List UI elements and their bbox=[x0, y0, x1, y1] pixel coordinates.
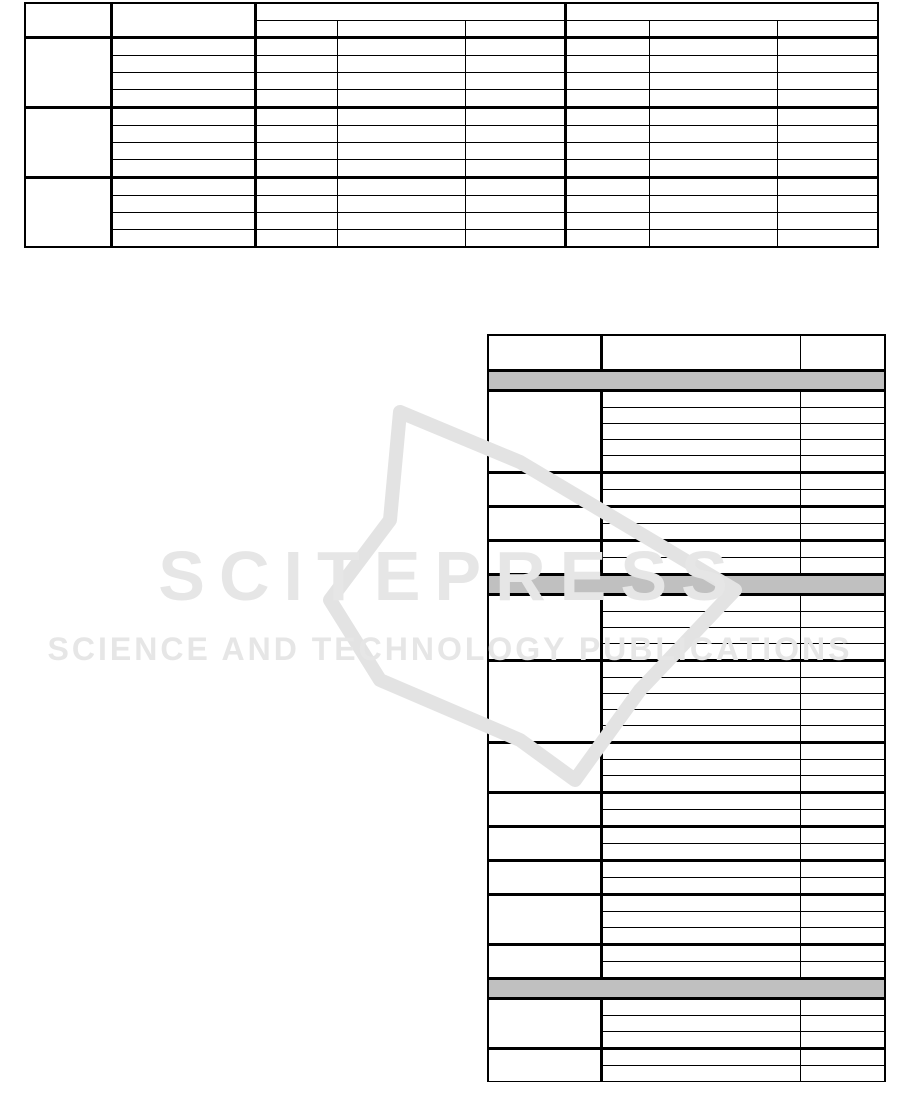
table-cell bbox=[337, 143, 465, 160]
group-label-cell bbox=[25, 108, 111, 178]
section-band bbox=[488, 575, 885, 595]
table-cell bbox=[111, 108, 255, 126]
table-row bbox=[488, 661, 885, 678]
table-cell bbox=[337, 73, 465, 90]
table-cell bbox=[565, 108, 649, 126]
section-row bbox=[488, 575, 885, 595]
table-cell bbox=[565, 160, 649, 178]
table-cell bbox=[601, 524, 800, 541]
table-row bbox=[25, 178, 878, 196]
table-cell bbox=[777, 108, 878, 126]
table-cell bbox=[337, 38, 465, 56]
subheader-cell bbox=[649, 21, 777, 38]
table-cell bbox=[337, 213, 465, 230]
table-row bbox=[488, 827, 885, 844]
table-cell bbox=[601, 391, 800, 408]
table-row bbox=[488, 391, 885, 408]
subheader-cell bbox=[465, 21, 565, 38]
table-cell bbox=[800, 661, 885, 678]
table-cell bbox=[800, 490, 885, 507]
table-cell bbox=[649, 126, 777, 143]
table-cell bbox=[601, 440, 800, 456]
table-cell bbox=[255, 56, 337, 73]
table-cell bbox=[601, 661, 800, 678]
header-cell bbox=[601, 335, 800, 371]
table-cell bbox=[465, 73, 565, 90]
table-cell bbox=[800, 678, 885, 694]
table-cell bbox=[565, 196, 649, 213]
table-cell bbox=[601, 678, 800, 694]
table-cell bbox=[111, 213, 255, 230]
group-label-cell bbox=[488, 999, 601, 1049]
table-cell bbox=[800, 999, 885, 1016]
table-cell bbox=[465, 178, 565, 196]
table-cell bbox=[649, 230, 777, 248]
table-cell bbox=[601, 844, 800, 861]
table-cell bbox=[601, 928, 800, 945]
table-cell bbox=[800, 694, 885, 710]
table-cell bbox=[800, 895, 885, 912]
table-cell bbox=[255, 38, 337, 56]
table-cell bbox=[465, 213, 565, 230]
table-row bbox=[488, 541, 885, 558]
table-cell bbox=[601, 1066, 800, 1082]
table-row bbox=[488, 945, 885, 962]
table-cell bbox=[601, 456, 800, 473]
table-cell bbox=[777, 73, 878, 90]
table-cell bbox=[465, 38, 565, 56]
table-cell bbox=[337, 230, 465, 248]
table-cell bbox=[465, 56, 565, 73]
table-cell bbox=[601, 1032, 800, 1049]
group-label-cell bbox=[488, 861, 601, 895]
table-cell bbox=[565, 90, 649, 108]
table-cell bbox=[800, 1066, 885, 1082]
table-cell bbox=[800, 793, 885, 810]
table-cell bbox=[601, 878, 800, 895]
table-cell bbox=[601, 743, 800, 760]
table-cell bbox=[111, 90, 255, 108]
table-cell bbox=[800, 424, 885, 440]
table-cell bbox=[649, 160, 777, 178]
group-label-cell bbox=[25, 178, 111, 248]
table-cell bbox=[601, 694, 800, 710]
subheader-cell bbox=[777, 21, 878, 38]
top-results-table bbox=[24, 2, 879, 248]
table-cell bbox=[601, 1016, 800, 1032]
table-cell bbox=[255, 160, 337, 178]
table-cell bbox=[777, 230, 878, 248]
table-cell bbox=[800, 1016, 885, 1032]
table-cell bbox=[601, 424, 800, 440]
table-cell bbox=[465, 126, 565, 143]
table-row bbox=[25, 196, 878, 213]
table-cell bbox=[601, 408, 800, 424]
subheader-cell bbox=[337, 21, 465, 38]
table-cell bbox=[800, 912, 885, 928]
table-row bbox=[25, 73, 878, 90]
table-cell bbox=[777, 143, 878, 160]
table-row bbox=[488, 999, 885, 1016]
table-row bbox=[488, 473, 885, 490]
group-label-cell bbox=[488, 1049, 601, 1082]
group-label-cell bbox=[488, 507, 601, 541]
table-cell bbox=[111, 56, 255, 73]
table-cell bbox=[601, 558, 800, 575]
table-cell bbox=[111, 126, 255, 143]
group-label-cell bbox=[488, 895, 601, 945]
group-label-cell bbox=[488, 391, 601, 473]
table-row bbox=[25, 143, 878, 160]
table-cell bbox=[800, 612, 885, 628]
table-cell bbox=[465, 143, 565, 160]
table-cell bbox=[800, 595, 885, 612]
table-cell bbox=[601, 710, 800, 726]
table-cell bbox=[565, 126, 649, 143]
table-cell bbox=[111, 230, 255, 248]
table-cell bbox=[565, 143, 649, 160]
watermark-subtitle: SCIENCE AND TECHNOLOGY PUBLICATIONS bbox=[47, 631, 853, 667]
table-cell bbox=[255, 73, 337, 90]
table-row bbox=[25, 126, 878, 143]
table-cell bbox=[601, 962, 800, 979]
table-cell bbox=[111, 196, 255, 213]
table-cell bbox=[800, 861, 885, 878]
table-row bbox=[25, 230, 878, 248]
table-cell bbox=[601, 595, 800, 612]
table-header-row bbox=[25, 3, 878, 21]
table-cell bbox=[601, 612, 800, 628]
table-cell bbox=[337, 196, 465, 213]
table-cell bbox=[111, 178, 255, 196]
table-row bbox=[488, 507, 885, 524]
table-cell bbox=[255, 178, 337, 196]
section-band bbox=[488, 371, 885, 391]
table-cell bbox=[255, 196, 337, 213]
table-cell bbox=[111, 160, 255, 178]
table-row bbox=[25, 213, 878, 230]
table-cell bbox=[337, 56, 465, 73]
table-cell bbox=[777, 196, 878, 213]
group-label-cell bbox=[488, 541, 601, 575]
table-cell bbox=[601, 726, 800, 743]
table-cell bbox=[601, 861, 800, 878]
table-cell bbox=[565, 178, 649, 196]
table-cell bbox=[800, 710, 885, 726]
table-cell bbox=[565, 213, 649, 230]
group-label-cell bbox=[488, 793, 601, 827]
table-cell bbox=[337, 90, 465, 108]
table-cell bbox=[465, 230, 565, 248]
table-cell bbox=[800, 408, 885, 424]
table-cell bbox=[777, 126, 878, 143]
table-cell bbox=[777, 178, 878, 196]
section-row bbox=[488, 371, 885, 391]
table-cell bbox=[255, 230, 337, 248]
table-cell bbox=[255, 90, 337, 108]
subheader-cell bbox=[565, 21, 649, 38]
table-cell bbox=[777, 90, 878, 108]
table-cell bbox=[465, 196, 565, 213]
table-cell bbox=[255, 213, 337, 230]
table-cell bbox=[465, 108, 565, 126]
table-cell bbox=[601, 827, 800, 844]
table-row bbox=[488, 895, 885, 912]
table-cell bbox=[800, 541, 885, 558]
table-cell bbox=[565, 56, 649, 73]
header-cell bbox=[488, 335, 601, 371]
table-cell bbox=[800, 962, 885, 979]
table-cell bbox=[601, 473, 800, 490]
table-cell bbox=[601, 490, 800, 507]
table-cell bbox=[800, 558, 885, 575]
section-row bbox=[488, 979, 885, 999]
header-cell bbox=[111, 3, 255, 38]
table-cell bbox=[800, 473, 885, 490]
table-cell bbox=[649, 178, 777, 196]
table-cell bbox=[337, 108, 465, 126]
group-label-cell bbox=[488, 661, 601, 743]
table-cell bbox=[649, 143, 777, 160]
group-label-cell bbox=[488, 827, 601, 861]
table-cell bbox=[601, 810, 800, 827]
table-cell bbox=[601, 793, 800, 810]
table-row bbox=[488, 1049, 885, 1066]
table-cell bbox=[800, 1049, 885, 1066]
header-cell bbox=[800, 335, 885, 371]
table-cell bbox=[649, 213, 777, 230]
table-cell bbox=[800, 945, 885, 962]
table-cell bbox=[601, 895, 800, 912]
table-cell bbox=[565, 38, 649, 56]
table-cell bbox=[601, 945, 800, 962]
table-cell bbox=[777, 213, 878, 230]
watermark-title: SCITEPRESS bbox=[158, 537, 742, 615]
table-row bbox=[25, 56, 878, 73]
table-cell bbox=[649, 38, 777, 56]
table-cell bbox=[800, 440, 885, 456]
table-cell bbox=[601, 760, 800, 776]
table-cell bbox=[601, 541, 800, 558]
table-cell bbox=[465, 160, 565, 178]
table-cell bbox=[800, 928, 885, 945]
table-cell bbox=[800, 726, 885, 743]
table-cell bbox=[800, 507, 885, 524]
group-label-cell bbox=[488, 743, 601, 793]
right-criteria-table bbox=[487, 334, 886, 1082]
table-cell bbox=[565, 230, 649, 248]
table-cell bbox=[601, 1049, 800, 1066]
table-cell bbox=[800, 628, 885, 644]
table-cell bbox=[601, 999, 800, 1016]
subheader-cell bbox=[255, 21, 337, 38]
table-cell bbox=[649, 90, 777, 108]
table-cell bbox=[800, 456, 885, 473]
table-cell bbox=[800, 524, 885, 541]
table-cell bbox=[649, 56, 777, 73]
table-cell bbox=[111, 143, 255, 160]
table-cell bbox=[601, 776, 800, 793]
table-row bbox=[25, 160, 878, 178]
table-cell bbox=[565, 73, 649, 90]
table-cell bbox=[649, 108, 777, 126]
table-cell bbox=[649, 73, 777, 90]
table-cell bbox=[800, 776, 885, 793]
table-cell bbox=[255, 126, 337, 143]
group-label-cell bbox=[488, 595, 601, 661]
table-cell bbox=[111, 73, 255, 90]
table-cell bbox=[800, 827, 885, 844]
table-cell bbox=[800, 391, 885, 408]
section-band bbox=[488, 979, 885, 999]
table-cell bbox=[601, 644, 800, 661]
table-cell bbox=[800, 760, 885, 776]
header-group-cell bbox=[565, 3, 878, 21]
table-cell bbox=[465, 90, 565, 108]
table-cell bbox=[601, 912, 800, 928]
group-label-cell bbox=[25, 38, 111, 108]
table-row bbox=[25, 108, 878, 126]
table-cell bbox=[111, 38, 255, 56]
table-row bbox=[25, 38, 878, 56]
table-row bbox=[25, 90, 878, 108]
table-cell bbox=[800, 743, 885, 760]
table-row bbox=[488, 595, 885, 612]
group-label-cell bbox=[488, 945, 601, 979]
group-label-cell bbox=[488, 473, 601, 507]
table-cell bbox=[777, 56, 878, 73]
table-cell bbox=[800, 810, 885, 827]
table-cell bbox=[255, 108, 337, 126]
table-cell bbox=[777, 38, 878, 56]
table-header-row bbox=[488, 335, 885, 371]
table-cell bbox=[800, 844, 885, 861]
table-cell bbox=[800, 1032, 885, 1049]
table-cell bbox=[337, 178, 465, 196]
table-cell bbox=[601, 507, 800, 524]
table-cell bbox=[800, 644, 885, 661]
table-cell bbox=[337, 126, 465, 143]
table-cell bbox=[337, 160, 465, 178]
table-cell bbox=[255, 143, 337, 160]
table-row bbox=[488, 861, 885, 878]
table-row bbox=[488, 743, 885, 760]
table-cell bbox=[777, 160, 878, 178]
table-cell bbox=[649, 196, 777, 213]
header-group-cell bbox=[255, 3, 565, 21]
table-row bbox=[488, 793, 885, 810]
header-cell bbox=[25, 3, 111, 38]
table-cell bbox=[601, 628, 800, 644]
table-cell bbox=[800, 878, 885, 895]
